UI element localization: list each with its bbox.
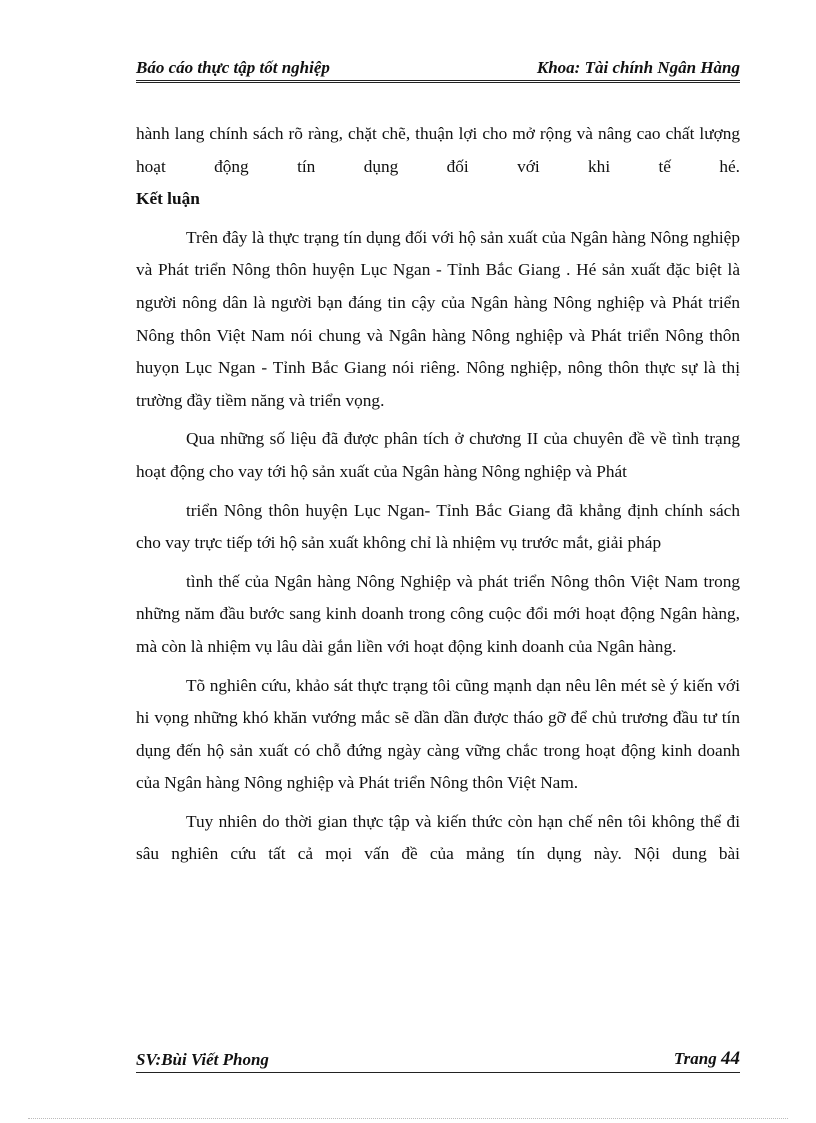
footer-page-number: 44 [721, 1048, 740, 1069]
header-faculty: Khoa: Tài chính Ngân Hàng [536, 58, 740, 77]
paragraph-3: Tõ nghiên cứu, khảo sát thực trạng tôi cũng mạnh dạn nêu lên mét sè ý kiến với hi vọng những khó khăn vướng mắc sẽ dần dần được tháo gỡ để chủ trương đầu tư tín dụng đến hộ sản xuất có chỗ đứng ngày càng vững chắc trong hoạt động kinh doanh của Ngân hàng Nông nghiệp và Phát triển Nông thôn Việt Nam. [136, 675, 740, 793]
paragraph-4: Tuy nhiên do thời gian thực tập và kiến thức còn hạn chế nên tôi không thể đi sâu nghiên cứu tất cả mọi vấn đề của mảng tín dụng này. Nội dung bài [136, 811, 740, 864]
page-footer [136, 1048, 740, 1073]
footer-page [674, 1048, 740, 1070]
footer-student-name: SV:Bùi Viết Phong [136, 1050, 269, 1069]
paragraph-continuation: hành lang chính sách rõ ràng, chặt chẽ, thuận lợi cho mở rộng và nâng cao chất lượng hoạt động tín dụng đối với khi tế hé. [136, 124, 740, 176]
footer-page-label: Trang [673, 1049, 717, 1068]
page-header [136, 58, 740, 83]
header-report-title: Báo cáo thực tập tốt nghiệp [136, 58, 330, 77]
paragraph-1: Trên đây là thực trạng tín dụng đối với hộ sản xuất của Ngân hàng Nông nghiệp và Phát triển Nông thôn huyện Lục Ngan - Tỉnh Bắc Giang . Hé sản xuất đặc biệt là người nông dân là người bạn đáng tin cậy của Ngân hàng Nông nghiệp và Phát triển Nông thôn Việt Nam nói chung và Ngân hàng Nông nghiệp và Phát triển Nông thôn huyọn Lục Ngan - Tỉnh Bắc Giang nói riêng. Nông nghiệp, nông thôn thực sự là thị trường đầy tiềm năng và triển vọng. [136, 227, 740, 410]
paragraph-2b: triển Nông thôn huyện Lục Ngan- Tỉnh Bắc Giang đã khẳng định chính sách cho vay trực tiếp tới hộ sản xuất không chỉ là nhiệm vụ trước mắt, giải pháp [136, 500, 740, 553]
paragraph-2c: tình thế của Ngân hàng Nông Nghiệp và phát triển Nông thôn Việt Nam trong những năm đầu bước sang kinh doanh trong công cuộc đổi mới hoạt động Ngân hàng, mà còn là nhiệm vụ lâu dài gắn liền với hoạt động kinh doanh của Ngân hàng. [136, 571, 740, 656]
document-body [136, 118, 740, 871]
section-title: Kết luận [136, 189, 200, 209]
paragraph-2a: Qua những số liệu đã được phân tích ở chương II của chuyên đề về tình trạng hoạt động cho vay tới hộ sản xuất của Ngân hàng Nông nghiệp và Phát [136, 429, 740, 481]
page-edge-divider [28, 1118, 788, 1119]
